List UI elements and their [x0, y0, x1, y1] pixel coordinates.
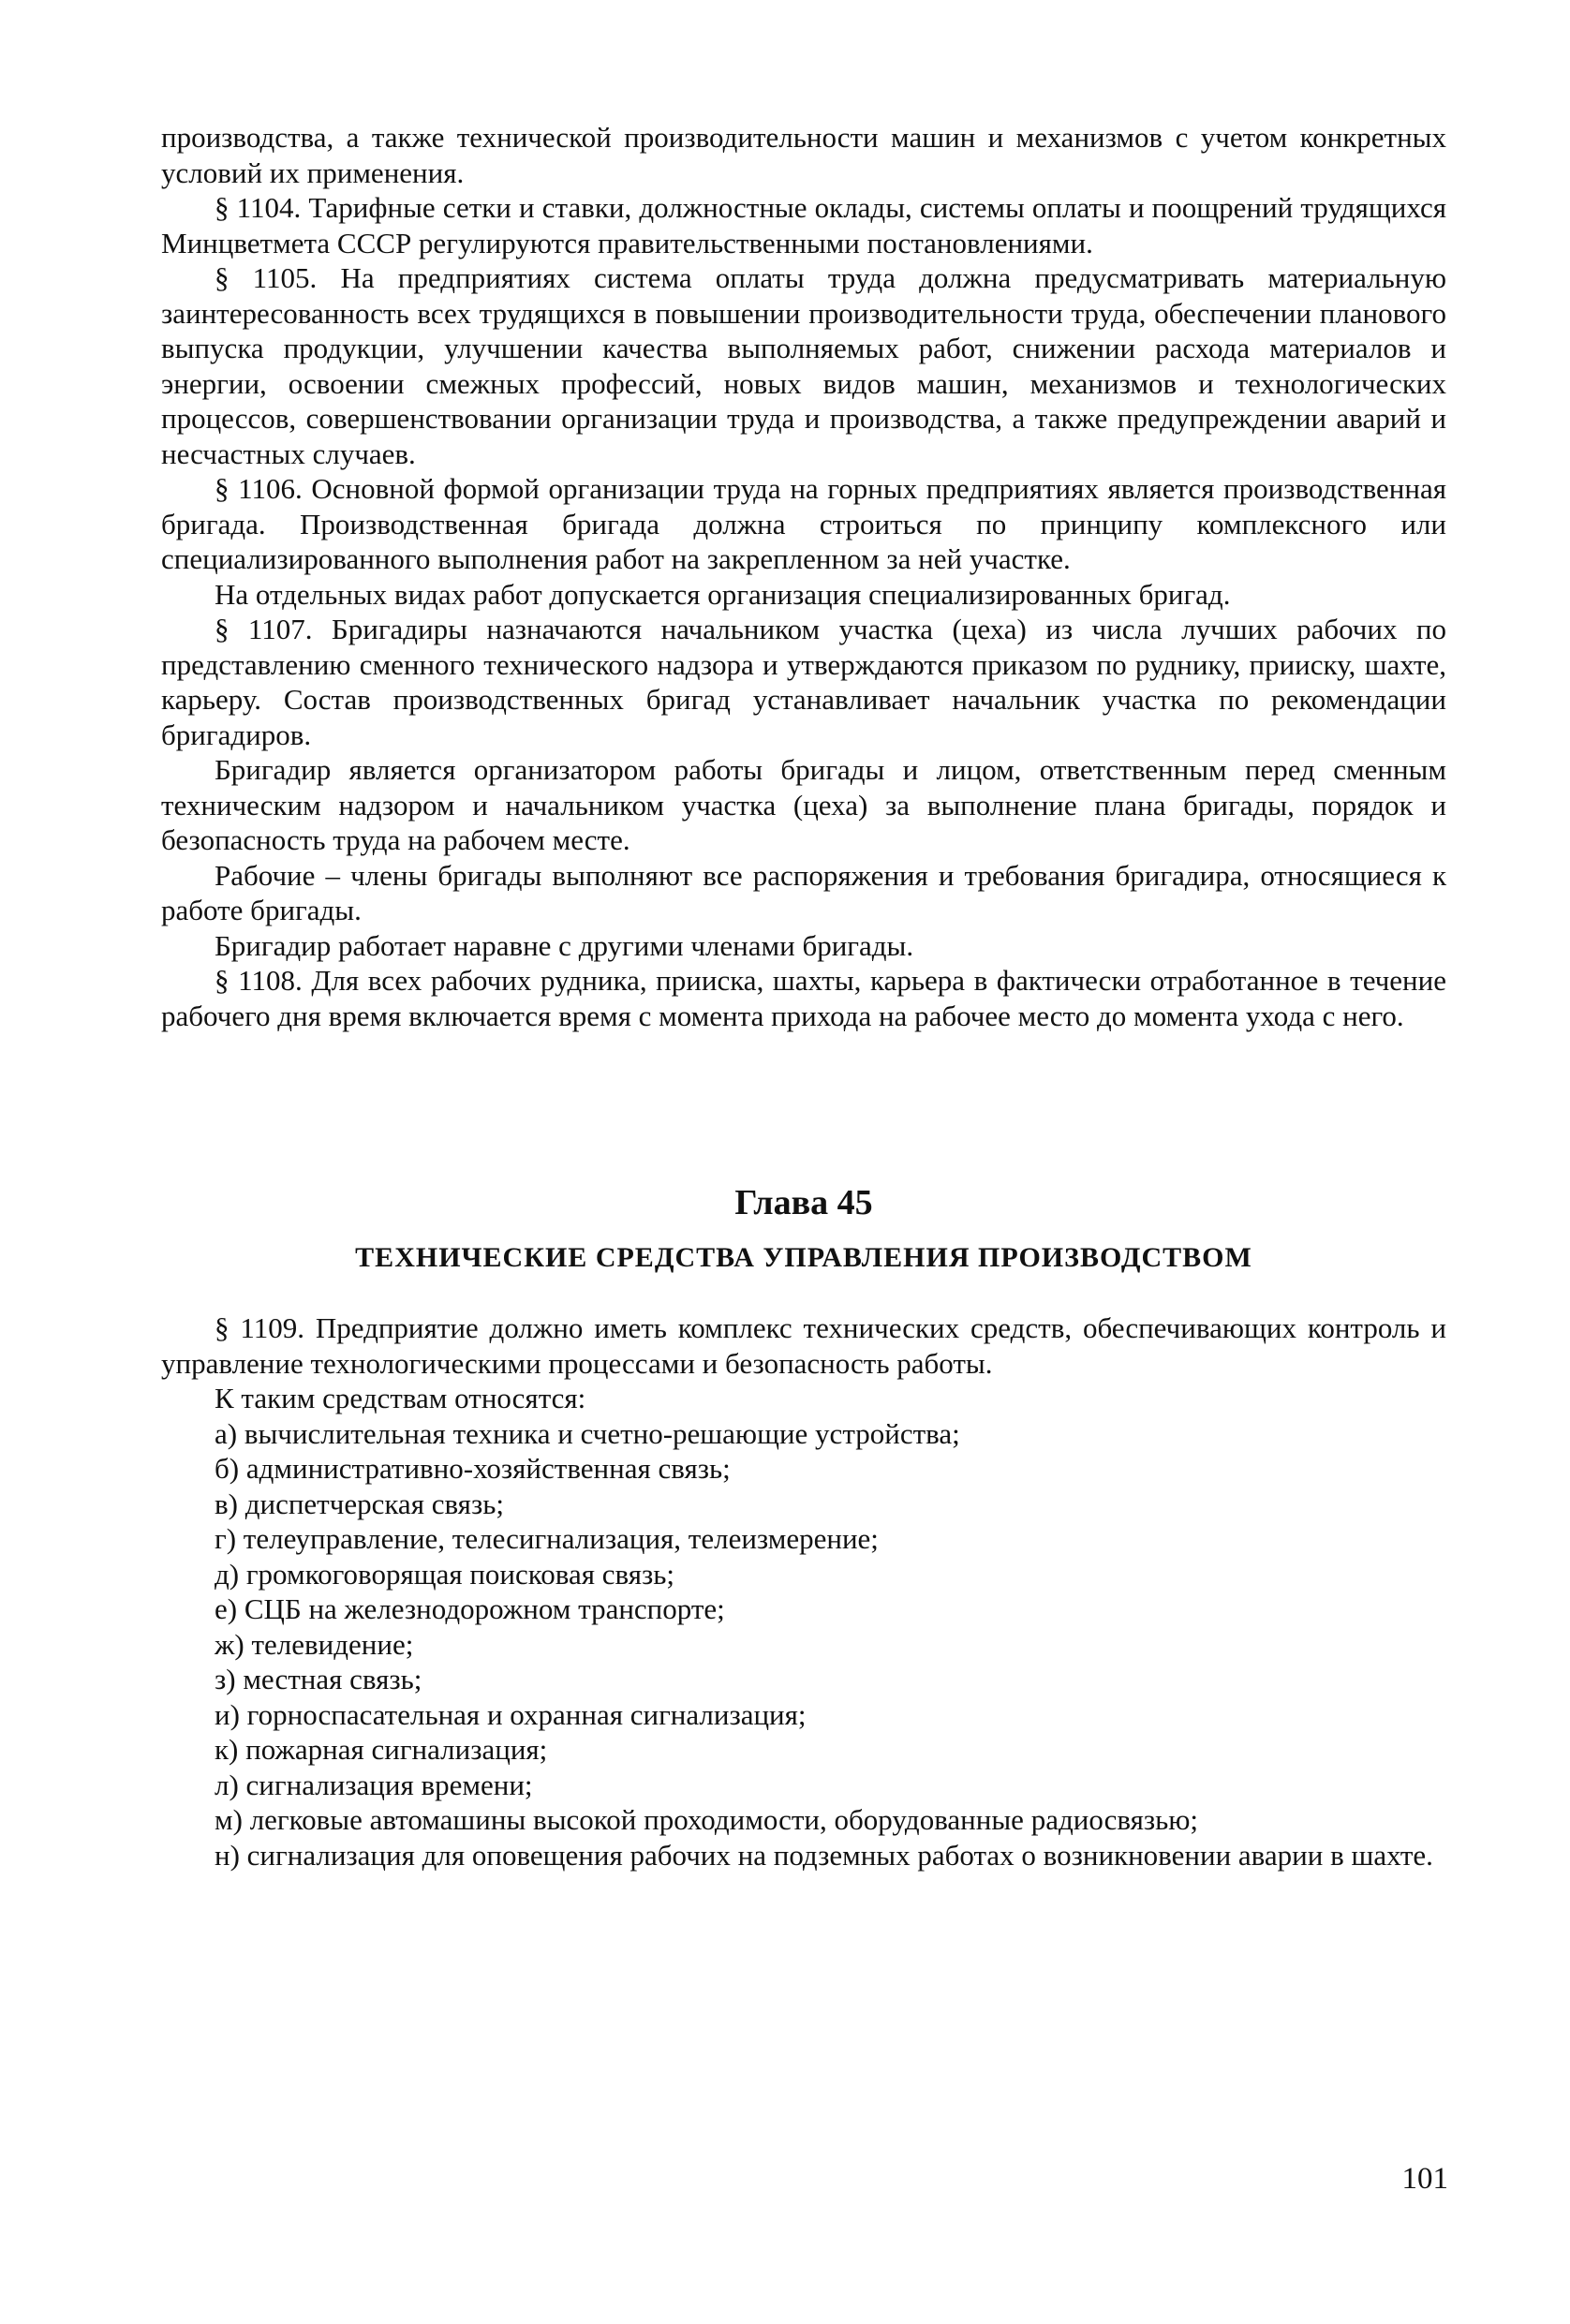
paragraph-1108: § 1108. Для всех рабочих рудника, прииска, шахты, карьера в фактически отработанное в течение рабочего дня время включается время с момента прихода на рабочее место до момента ухода с него.: [161, 964, 1446, 1032]
list-item: в) диспетчерская связь;: [215, 1487, 504, 1520]
paragraph-brigadier-works: Бригадир работает наравне с другими членами бригады.: [215, 928, 914, 962]
list-intro: К таким средствам относятся:: [215, 1382, 586, 1414]
list-item: д) громкоговорящая поисковая связь;: [215, 1557, 675, 1591]
page-number: 101: [1401, 2162, 1448, 2196]
technical-means-list: [161, 1416, 1446, 1873]
paragraph-1104: § 1104. Тарифные сетки и ставки, должностные оклады, системы оплаты и поощрений трудящихся Минцветмета СССР регулируются правительственными постановлениями.: [161, 191, 1446, 259]
list-item: м) легковые автомашины высокой проходимости, оборудованные радиосвязью;: [215, 1803, 1198, 1836]
list-item: н) сигнализация для оповещения рабочих на подземных работах о возникновении аварии в шахте.: [215, 1838, 1433, 1872]
chapter-subtitle: ТЕХНИЧЕСКИЕ СРЕДСТВА УПРАВЛЕНИЯ ПРОИЗВОДСТВОМ: [355, 1242, 1252, 1273]
chapter-heading: [161, 1181, 1446, 1277]
list-item: к) пожарная сигнализация;: [215, 1733, 548, 1766]
paragraph-continuation: производства, а также технической производительности машин и механизмов с учетом конкретных условий их применения.: [161, 121, 1446, 189]
paragraph-1106: § 1106. Основной формой организации труда на горных предприятиях является производственная бригада. Производственная бригада должна строиться по принципу комплексного или специализированного выполнения работ на закрепленном за ней участке.: [161, 472, 1446, 575]
paragraph-1105: § 1105. На предприятиях система оплаты труда должна предусматривать материальную заинтересованность всех трудящихся в повышении производительности труда, обеспечении планового выпуска продукции, улучшении качества выполняемых работ, снижении расхода материалов и энергии, освоении смежных профессий, новых видов машин, механизмов и технологических процессов, совершенствовании организации труда и производства, а также предупреждении аварий и несчастных случаев.: [161, 261, 1446, 470]
paragraph-brigade-members: Рабочие – члены бригады выполняют все распоряжения и требования бригадира, относящиеся к работе бригады.: [161, 858, 1446, 926]
list-item: з) местная связь;: [215, 1663, 422, 1695]
list-item: е) СЦБ на железнодорожном транспорте;: [215, 1592, 725, 1625]
section-1109: [161, 1310, 1446, 1873]
paragraph-brigadier-role: Бригадир является организатором работы бригады и лицом, ответственным перед сменным техническим надзором и начальником участка (цеха) за выполнение плана бригады, порядок и безопасность труда на рабочем месте.: [161, 753, 1446, 856]
paragraph-specialized-brigades: На отдельных видах работ допускается организация специализированных бригад.: [215, 577, 1231, 611]
list-item: а) вычислительная техника и счетно-решающие устройства;: [215, 1416, 960, 1450]
list-item: и) горноспасательная и охранная сигнализация;: [215, 1697, 807, 1731]
list-item: б) административно-хозяйственная связь;: [215, 1452, 731, 1485]
list-item: л) сигнализация времени;: [215, 1768, 533, 1801]
document-page: [161, 120, 1446, 1873]
paragraph-1109: § 1109. Предприятие должно иметь комплекс технических средств, обеспечивающих контроль и управление технологическими процессами и безопасность работы.: [161, 1311, 1446, 1380]
list-item: ж) телевидение;: [215, 1627, 414, 1661]
chapter-title: Глава 45: [734, 1183, 873, 1222]
list-item: г) телеуправление, телесигнализация, телеизмерение;: [215, 1522, 879, 1555]
paragraph-1107: § 1107. Бригадиры назначаются начальником участка (цеха) из числа лучших рабочих по представлению сменного технического надзора и утверждаются приказом по руднику, прииску, шахте, карьеру. Состав производственных бригад устанавливает начальник участка по рекомендации бригадиров.: [161, 613, 1446, 751]
